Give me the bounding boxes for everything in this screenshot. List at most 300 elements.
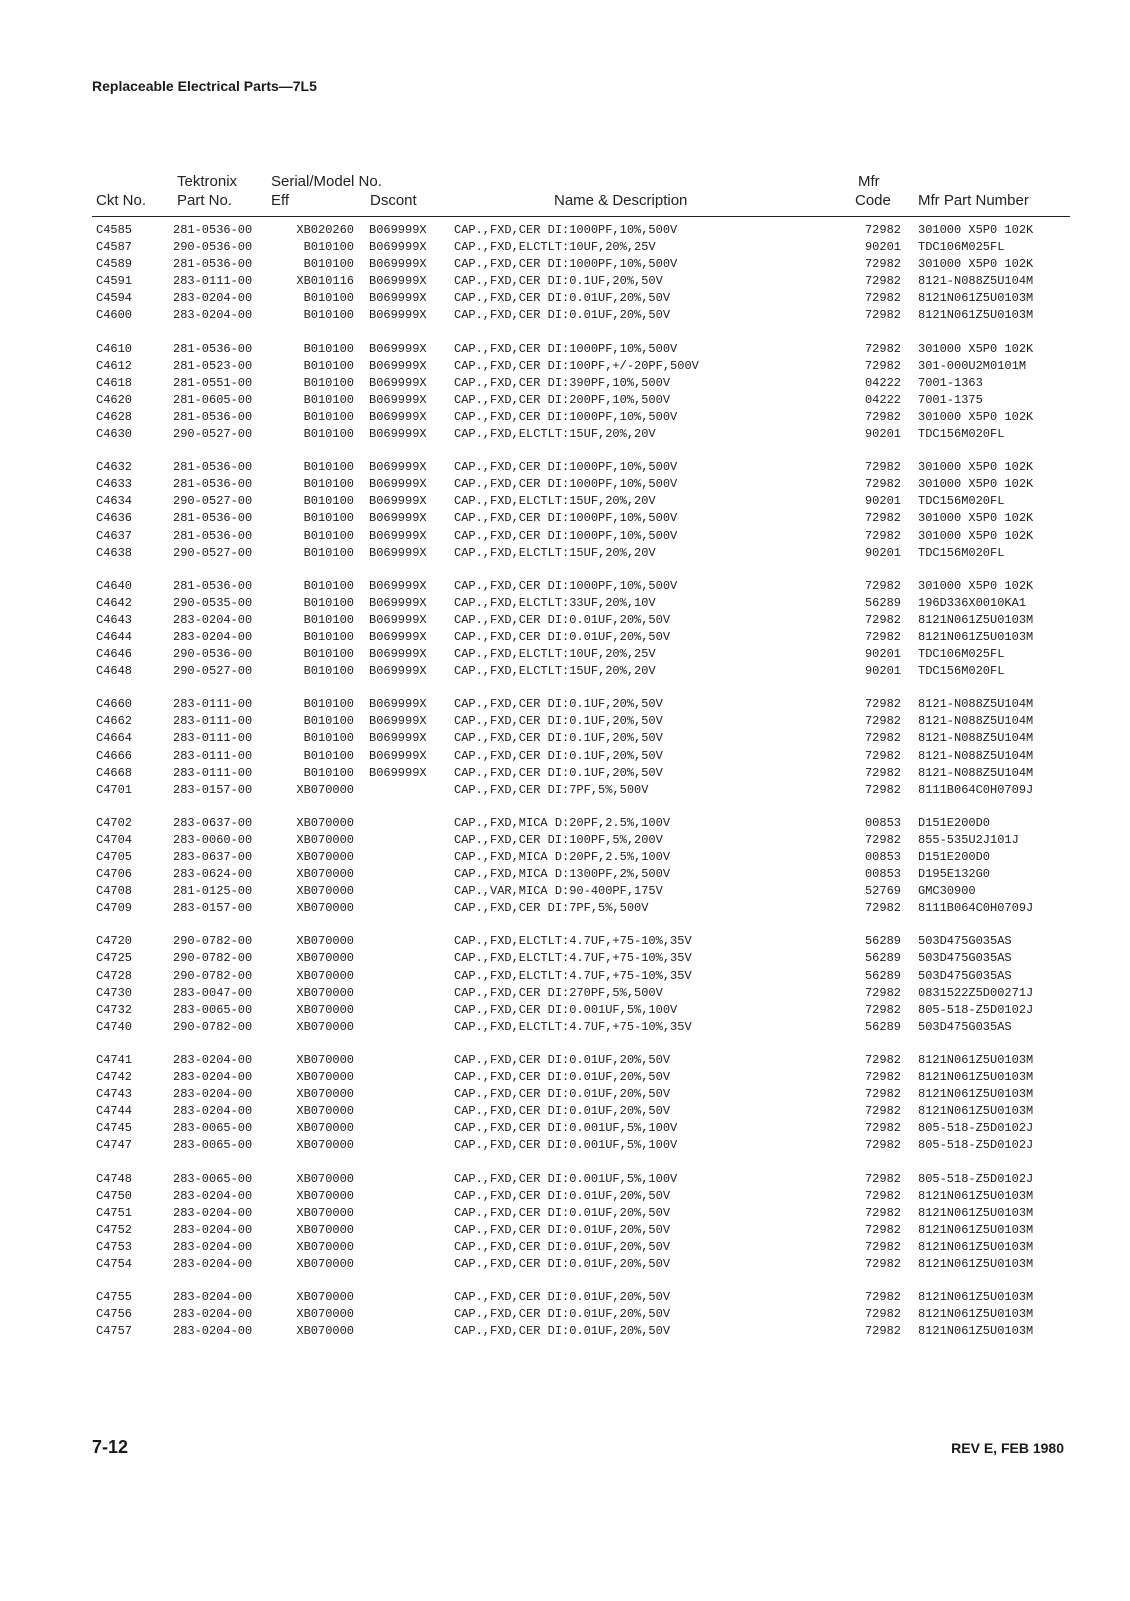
name-description: CAP.,FXD,ELCTLT:4.7UF,+75-10%,35V [454,951,692,966]
ckt-no: C4705 [96,850,133,864]
mfr-code: 72982 [864,1222,901,1237]
ckt-no: C4757 [96,1324,133,1339]
serial-model-header: Serial/Model No. [271,173,382,190]
serial-eff: B010100 [303,358,354,373]
serial-eff: B010100 [303,578,354,593]
serial-eff: B010100 [303,647,354,662]
mfr-part-number: 301000 X5P0 102K [918,511,1034,526]
part-no: 283-0204-00 [173,1290,253,1305]
mfr-code: 72982 [864,765,901,780]
table-row [0,1052,1130,1069]
serial-dscont: B069999X [369,545,427,560]
ckt-no: C4637 [96,528,133,543]
ckt-no: C4754 [96,1256,133,1271]
ckt-no: C4587 [96,240,133,255]
serial-dscont: B069999X [369,274,427,289]
mfr-part-number: 8121N061Z5U0103M [918,308,1034,323]
mfr-part-number: 8111B064C0H0709J [918,782,1034,797]
table-row [0,663,1130,680]
name-description: CAP.,FXD,CER DI:0.1UF,20%,50V [454,748,663,763]
serial-eff: XB070000 [296,1307,354,1322]
table-row [0,612,1130,629]
ckt-no: C4636 [96,511,133,526]
ckt-no: C4744 [96,1104,133,1119]
mfr-code: 72982 [864,1239,901,1254]
serial-dscont: B069999X [369,223,427,237]
serial-eff: XB070000 [296,850,354,864]
mfr-part-number: D151E200D0 [918,850,991,864]
part-no: 283-0204-00 [173,1052,253,1067]
part-no: 283-0111-00 [173,274,253,289]
mfr-code: 72982 [864,1087,901,1102]
mfr-code: 72982 [864,291,901,306]
table-row [0,1086,1130,1103]
serial-eff: XB070000 [296,815,354,830]
table-row [0,765,1130,782]
part-no: 281-0605-00 [173,392,253,407]
mfr-part-number: TDC156M020FL [918,545,1005,560]
mfr-part-number: 301000 X5P0 102K [918,223,1034,237]
serial-eff: XB070000 [296,1171,354,1186]
name-description: CAP.,FXD,CER DI:0.01UF,20%,50V [454,1239,671,1254]
mfr-code: 72982 [864,358,901,373]
ckt-no: C4646 [96,647,133,662]
name-description: CAP.,FXD,CER DI:1000PF,10%,500V [454,409,678,424]
page-number: 7-12 [92,1437,129,1457]
mfr-code: 72982 [864,612,901,627]
part-no: 283-0047-00 [173,985,253,1000]
table-row [0,1002,1130,1019]
mfr-code: 04222 [864,375,901,390]
parts-table [0,222,1130,1340]
serial-eff: XB070000 [296,934,354,949]
part-no: 281-0125-00 [173,884,253,899]
serial-eff: B010100 [303,257,354,272]
serial-eff: XB070000 [296,1087,354,1102]
part-no: 281-0536-00 [173,477,253,492]
serial-eff: B010100 [303,748,354,763]
mfr-code: 72982 [864,511,901,526]
mfr-code: 72982 [864,341,901,356]
ckt-no: C4740 [96,1019,133,1034]
ckt-no: C4668 [96,765,133,780]
part-no: 283-0204-00 [173,1104,253,1119]
table-row [0,409,1130,426]
serial-eff: B010100 [303,494,354,509]
serial-eff: B010100 [303,765,354,780]
mfr-part-number: 8121N061Z5U0103M [918,1104,1034,1119]
table-row [0,222,1130,239]
ckt-no: C4589 [96,257,133,272]
serial-eff: B010100 [303,629,354,644]
ckt-no: C4701 [96,782,133,797]
mfr-part-number: 8121N061Z5U0103M [918,1324,1034,1339]
table-row [0,1205,1130,1222]
table-row [0,358,1130,375]
mfr-code: 90201 [864,647,901,662]
mfr-code: 72982 [864,460,901,475]
ckt-no: C4633 [96,477,133,492]
mfr-part-number: 8121N061Z5U0103M [918,1290,1034,1305]
mfr-code: 72982 [864,1307,901,1322]
serial-eff: XB070000 [296,1052,354,1067]
table-row [0,1069,1130,1086]
serial-dscont: B069999X [369,697,427,712]
name-description: CAP.,FXD,CER DI:0.01UF,20%,50V [454,1290,671,1305]
mfr-code: 00853 [864,815,901,830]
name-description: CAP.,FXD,CER DI:7PF,5%,500V [454,901,649,916]
mfr-part-number: 8121N061Z5U0103M [918,1052,1034,1067]
name-description: CAP.,FXD,ELCTLT:15UF,20%,20V [454,545,656,560]
table-row [0,866,1130,883]
name-description: CAP.,FXD,CER DI:0.1UF,20%,50V [454,765,663,780]
serial-eff: XB070000 [296,1324,354,1339]
eff-header: Eff [271,192,290,209]
name-description: CAP.,VAR,MICA D:90-400PF,175V [454,884,663,899]
serial-dscont: B069999X [369,308,427,323]
part-no: 290-0535-00 [173,595,253,610]
serial-dscont: B069999X [369,477,427,492]
part-no: 283-0111-00 [173,765,253,780]
mfr-code: 72982 [864,578,901,593]
serial-eff: XB070000 [296,782,354,797]
name-description: CAP.,FXD,CER DI:100PF,5%,200V [454,832,663,847]
name-description: CAP.,FXD,MICA D:1300PF,2%,500V [454,867,671,882]
mfr-part-number: 8121N061Z5U0103M [918,1222,1034,1237]
ckt-no: C4748 [96,1171,133,1186]
serial-eff: XB070000 [296,832,354,847]
name-description: CAP.,FXD,CER DI:0.1UF,20%,50V [454,274,663,289]
part-no: 283-0111-00 [173,714,253,729]
part-no: 283-0111-00 [173,731,253,746]
part-no: 283-0204-00 [173,1239,253,1254]
serial-dscont: B069999X [369,341,427,356]
mfr-code: 72982 [864,409,901,424]
table-row [0,1289,1130,1306]
mfr-part-number: 8111B064C0H0709J [918,901,1034,916]
revision-label: REV E, FEB 1980 [951,1440,1064,1456]
mfr-part-number: 301000 X5P0 102K [918,578,1034,593]
table-row [0,900,1130,917]
mfr-part-number: 301000 X5P0 102K [918,477,1034,492]
serial-eff: B010100 [303,308,354,323]
mfr-part-number: 301000 X5P0 102K [918,257,1034,272]
name-description: CAP.,FXD,MICA D:20PF,2.5%,100V [454,815,671,830]
mfr-part-number: 8121N061Z5U0103M [918,1188,1034,1203]
mfr-code: 56289 [864,1019,901,1034]
serial-eff: XB070000 [296,1256,354,1271]
mfr-part-number: 805-518-Z5D0102J [918,1121,1034,1136]
name-description: CAP.,FXD,CER DI:0.01UF,20%,50V [454,308,671,323]
name-description: CAP.,FXD,CER DI:0.01UF,20%,50V [454,1324,671,1339]
mfr-part-number: 7001-1375 [918,392,983,407]
name-description: CAP.,FXD,CER DI:0.01UF,20%,50V [454,1256,671,1271]
mfr-part-number: 805-518-Z5D0102J [918,1002,1034,1017]
part-no: 283-0204-00 [173,1205,253,1220]
serial-eff: XB070000 [296,1104,354,1119]
mfr-code: 52769 [864,884,901,899]
name-description: CAP.,FXD,CER DI:0.1UF,20%,50V [454,714,663,729]
mfr-code: 90201 [864,545,901,560]
serial-eff: B010100 [303,392,354,407]
mfr-code: 72982 [864,629,901,644]
ckt-no: C4755 [96,1290,133,1305]
part-no: 283-0204-00 [173,308,253,323]
table-row [0,273,1130,290]
ckt-no: C4632 [96,460,133,475]
name-description: CAP.,FXD,CER DI:0.001UF,5%,100V [454,1171,678,1186]
serial-dscont: B069999X [369,257,427,272]
mfr-code: 72982 [864,528,901,543]
mfr-part-number: D195E132G0 [918,867,991,882]
ckt-no: C4643 [96,612,133,627]
table-row [0,392,1130,409]
ckt-no: C4753 [96,1239,133,1254]
mfr-code: 90201 [864,240,901,255]
part-no: 290-0782-00 [173,1019,253,1034]
mfr-part-number: 8121N061Z5U0103M [918,612,1034,627]
part-no: 290-0527-00 [173,494,253,509]
name-description: CAP.,FXD,MICA D:20PF,2.5%,100V [454,850,671,864]
mfr-part-number: 8121-N088Z5U104M [918,714,1034,729]
mfr-code: 90201 [864,494,901,509]
serial-eff: XB020260 [296,223,354,237]
name-description: CAP.,FXD,CER DI:0.1UF,20%,50V [454,697,663,712]
name-description: CAP.,FXD,CER DI:0.01UF,20%,50V [454,629,671,644]
table-row [0,256,1130,273]
table-row [0,426,1130,443]
mfr-part-number: 503D475G035AS [918,934,1012,949]
part-no: 281-0536-00 [173,409,253,424]
mfr-part-number: 8121-N088Z5U104M [918,731,1034,746]
serial-eff: XB070000 [296,1290,354,1305]
serial-dscont: B069999X [369,375,427,390]
serial-dscont: B069999X [369,748,427,763]
name-description: CAP.,FXD,CER DI:200PF,10%,500V [454,392,671,407]
mfr-part-number: TDC106M025FL [918,647,1005,662]
ckt-no: C4640 [96,578,133,593]
serial-dscont: B069999X [369,647,427,662]
table-row [0,290,1130,307]
ckt-no: C4756 [96,1307,133,1322]
ckt-no: C4702 [96,815,133,830]
mfr-code: 72982 [864,257,901,272]
table-row [0,1256,1130,1273]
serial-eff: B010100 [303,240,354,255]
serial-dscont: B069999X [369,714,427,729]
name-description: CAP.,FXD,ELCTLT:15UF,20%,20V [454,494,656,509]
name-description: CAP.,FXD,CER DI:1000PF,10%,500V [454,578,678,593]
table-row [0,510,1130,527]
name-description: CAP.,FXD,ELCTLT:15UF,20%,20V [454,664,656,679]
ckt-no: C4709 [96,901,133,916]
part-no: 281-0536-00 [173,460,253,475]
mfr-part-number: TDC156M020FL [918,494,1005,509]
name-description: CAP.,FXD,ELCTLT:33UF,20%,10V [454,595,656,610]
ckt-no: C4752 [96,1222,133,1237]
part-no: 290-0527-00 [173,427,253,442]
name-description: CAP.,FXD,CER DI:0.001UF,5%,100V [454,1121,678,1136]
mfr-code: 72982 [864,1002,901,1017]
part-no: 283-0111-00 [173,697,253,712]
serial-eff: XB070000 [296,901,354,916]
part-no: 281-0536-00 [173,223,253,237]
serial-eff: B010100 [303,664,354,679]
mfr-code: 72982 [864,1070,901,1085]
serial-dscont: B069999X [369,629,427,644]
part-no: 290-0527-00 [173,545,253,560]
ckt-no: C4628 [96,409,133,424]
table-row [0,545,1130,562]
mfr-part-number: 805-518-Z5D0102J [918,1171,1034,1186]
mfr-part-number: 301-000U2M0101M [918,358,1027,373]
mfr-part-number: 301000 X5P0 102K [918,409,1034,424]
mfr-header: Mfr [858,173,880,190]
name-description-header: Name & Description [554,192,688,209]
table-row [0,307,1130,324]
ckt-no: C4638 [96,545,133,560]
ckt-no: C4743 [96,1087,133,1102]
part-no: 283-0637-00 [173,850,253,864]
name-description: CAP.,FXD,CER DI:1000PF,10%,500V [454,257,678,272]
mfr-part-number: 8121-N088Z5U104M [918,697,1034,712]
name-description: CAP.,FXD,ELCTLT:10UF,20%,25V [454,240,656,255]
table-row [0,1188,1130,1205]
part-no: 283-0624-00 [173,867,253,882]
serial-eff: B010100 [303,612,354,627]
part-no: 283-0157-00 [173,782,253,797]
mfr-part-number: 805-518-Z5D0102J [918,1138,1034,1153]
ckt-no: C4591 [96,274,133,289]
ckt-no: C4708 [96,884,133,899]
mfr-code: 90201 [864,427,901,442]
mfr-code: 56289 [864,951,901,966]
name-description: CAP.,FXD,ELCTLT:4.7UF,+75-10%,35V [454,1019,692,1034]
mfr-code: 72982 [864,714,901,729]
mfr-code: 72982 [864,731,901,746]
part-no: 283-0111-00 [173,748,253,763]
table-row [0,1222,1130,1239]
serial-eff: B010100 [303,427,354,442]
serial-eff: XB070000 [296,951,354,966]
serial-eff: XB070000 [296,1002,354,1017]
table-row [0,459,1130,476]
name-description: CAP.,FXD,CER DI:0.1UF,20%,50V [454,731,663,746]
mfr-part-number: 503D475G035AS [918,1019,1012,1034]
ckt-no-header: Ckt No. [96,192,147,209]
mfr-part-number: 8121N061Z5U0103M [918,1070,1034,1085]
ckt-no: C4648 [96,664,133,679]
serial-dscont: B069999X [369,240,427,255]
table-row [0,528,1130,545]
serial-dscont: B069999X [369,612,427,627]
serial-eff: XB010116 [296,274,354,289]
part-no: 290-0782-00 [173,968,253,983]
serial-eff: XB070000 [296,1019,354,1034]
ckt-no: C4728 [96,968,133,983]
serial-eff: XB070000 [296,1070,354,1085]
part-no-header: Part No. [177,192,233,209]
mfr-code: 00853 [864,867,901,882]
name-description: CAP.,FXD,CER DI:1000PF,10%,500V [454,460,678,475]
serial-eff: B010100 [303,341,354,356]
mfr-part-number: 503D475G035AS [918,951,1012,966]
serial-eff: B010100 [303,291,354,306]
serial-eff: XB070000 [296,1222,354,1237]
serial-eff: XB070000 [296,867,354,882]
table-row [0,883,1130,900]
table-row [0,239,1130,256]
serial-dscont: B069999X [369,578,427,593]
table-row [0,782,1130,799]
mfr-code: 72982 [864,274,901,289]
mfr-part-number: TDC156M020FL [918,427,1005,442]
part-no: 290-0536-00 [173,647,253,662]
table-row [0,1306,1130,1323]
mfr-part-number: 7001-1363 [918,375,983,390]
name-description: CAP.,FXD,CER DI:0.01UF,20%,50V [454,612,671,627]
mfr-part-number: D151E200D0 [918,815,991,830]
serial-eff: XB070000 [296,1121,354,1136]
mfr-code: 72982 [864,832,901,847]
ckt-no: C4660 [96,697,133,712]
part-no: 283-0204-00 [173,291,253,306]
table-row [0,1120,1130,1137]
code-header: Code [855,192,891,209]
part-no: 283-0204-00 [173,1324,253,1339]
mfr-part-number: 8121-N088Z5U104M [918,765,1034,780]
mfr-part-number: TDC106M025FL [918,240,1005,255]
mfr-part-number: 8121-N088Z5U104M [918,274,1034,289]
mfr-code: 72982 [864,985,901,1000]
serial-eff: XB070000 [296,968,354,983]
ckt-no: C4741 [96,1052,133,1067]
ckt-no: C4706 [96,867,133,882]
mfr-code: 72982 [864,308,901,323]
mfr-part-number: 8121N061Z5U0103M [918,1087,1034,1102]
mfr-code: 72982 [864,1324,901,1339]
mfr-part-number: 8121N061Z5U0103M [918,291,1034,306]
part-no: 283-0204-00 [173,1087,253,1102]
ckt-no: C4620 [96,392,133,407]
table-row [0,375,1130,392]
name-description: CAP.,FXD,CER DI:0.01UF,20%,50V [454,1104,671,1119]
table-row [0,849,1130,866]
mfr-code: 04222 [864,392,901,407]
serial-eff: XB070000 [296,1188,354,1203]
table-row [0,968,1130,985]
serial-eff: XB070000 [296,1239,354,1254]
mfr-part-number: 8121N061Z5U0103M [918,629,1034,644]
name-description: CAP.,FXD,ELCTLT:15UF,20%,20V [454,427,656,442]
table-row [0,341,1130,358]
name-description: CAP.,FXD,ELCTLT:4.7UF,+75-10%,35V [454,934,692,949]
mfr-code: 72982 [864,223,901,237]
table-row [0,1239,1130,1256]
mfr-code: 56289 [864,595,901,610]
part-no: 283-0204-00 [173,629,253,644]
part-no: 283-0065-00 [173,1171,253,1186]
mfr-code: 72982 [864,1188,901,1203]
mfr-part-number: 301000 X5P0 102K [918,341,1034,356]
mfr-part-number: TDC156M020FL [918,664,1005,679]
serial-dscont: B069999X [369,511,427,526]
name-description: CAP.,FXD,CER DI:7PF,5%,500V [454,782,649,797]
ckt-no: C4666 [96,748,133,763]
name-description: CAP.,FXD,CER DI:0.01UF,20%,50V [454,1087,671,1102]
name-description: CAP.,FXD,CER DI:1000PF,10%,500V [454,223,678,237]
part-no: 281-0536-00 [173,511,253,526]
